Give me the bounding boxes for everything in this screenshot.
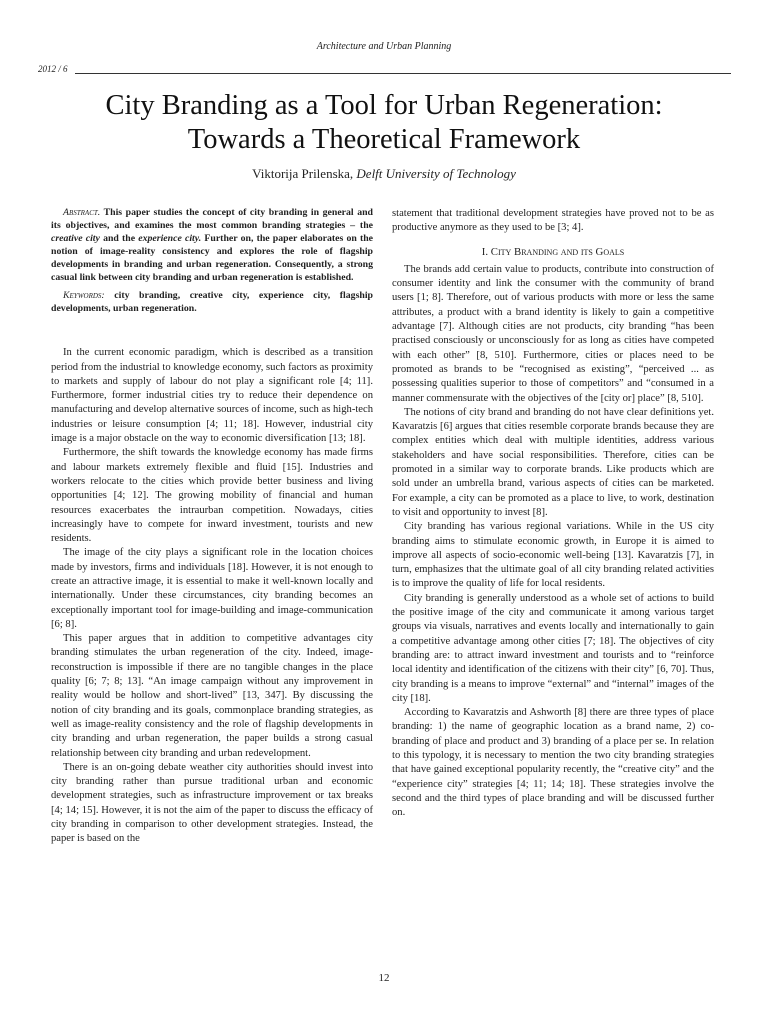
keywords-label: Keywords: [63, 290, 105, 302]
abstract-text-b: and the [103, 232, 136, 244]
abstract-text-c: Further on, the paper elaborates on the notion of image-reality consistency and explores the role of flagship developments in branding and urban regeneration. Consequently, a strong casual link between city branding and urban regeneration is established. [51, 232, 374, 283]
right-column [392, 207, 714, 820]
section-heading: I. City Branding and its Goals [481, 245, 625, 258]
abstract-text-a: This paper studies the concept of city branding in general and its objectives, and examines the most common branding strategies – the [51, 207, 373, 231]
author-name: Viktorija Prilenska, [252, 166, 354, 181]
body-paragraph: In the current economic paradigm, which is described as a transition period from the industrial to knowledge economy, such factors as proximity to markets and supply of labour do not play a significant role [4; 11]. Furthermore, former industrial cities try to reduce their dependence on manufacturing and develop alternative sources of income, such as high-tech industries or leisure consumption [4; 11; 18]. However, industrial city image is a major obstacle on the way to economic diversification [13; 18]. [51, 347, 373, 445]
issue-number: 2012 / 6 [38, 64, 68, 74]
keywords-text: city branding, creative city, experience city, flagship developments, urban regeneration. [51, 290, 373, 315]
header-rule [75, 73, 731, 74]
title-line-1: City Branding as a Tool for Urban Regeneration: [105, 90, 663, 121]
paper-title [40, 89, 728, 157]
body-paragraph: City branding is generally understood as a whole set of actions to build the positive image of the city and communicate it among various target groups via visuals, narratives and events locally and internationally to gain a competitive advantage among other cities [7; 18]. The objectives of city branding are: to attract inward investment and tourists and to “reinforce local identity and identification of the citizens with their city” [6, 70]. Thus, city branding is a means to improve “external” and “internal” images of the city [18]. [392, 592, 714, 704]
journal-name: Architecture and Urban Planning [316, 41, 452, 52]
body-paragraph: The notions of city brand and branding do not have clear definitions yet. Kavaratzis [6] argues that cities resemble corporate brands because they are complex entities which deal with multiple identities, address various stakeholders and have social responsibilities. Therefore, cities can be promoted in a similar way to corporate brands. Like products which are sold under an umbrella brand, various aspects of cities can be marketed. For example, a city can be promoted as a place to live, to work, destination to visit and opportunity to invest [8]. [392, 406, 714, 518]
abstract-em-creative-city: creative city [51, 232, 100, 244]
body-paragraph: There is an on-going debate weather city authorities should invest into city branding rather than pursue traditional urban and economic development strategies, such as infrastructure improvement or tax breaks [4; 14; 15]. However, it is not the aim of the paper to discuss the efficacy of city branding in comparison to other development strategies. Instead, the paper is based on the [51, 761, 373, 845]
abstract-label: Abstract. [63, 207, 101, 218]
keywords [51, 290, 373, 316]
author-line [0, 166, 768, 182]
body-paragraph: City branding has various regional variations. While in the US city branding aims to stimulate economic growth, in Europe it is aimed to improve all aspects of socio-economic well-being [13]. Kavaratzis [7], in turn, emphasizes that the ultimate goal of all city branding related activities is to improve the quality of life for local residents. [392, 521, 714, 590]
body-paragraph: According to Kavaratzis and Ashworth [8] there are three types of place branding: 1) the name of geographic location as a brand name, 2) co-branding of place and product and 3) branding of a place per se. In relation to this typology, it is necessary to mention the two city branding strategies that have gained exceptional popularity recently, the “creative city” and the “experience city” strategies [4; 11; 14; 18]. These strategies involve the second and the third types of place branding and will be discussed further on. [392, 707, 714, 819]
body-paragraph: Furthermore, the shift towards the knowledge economy has made firms and labour markets extremely flexible and fluid [15]. Industries and workers relocate to the cities which provide better business and living opportunities [4; 12]. The growing mobility of financial and human resources exacerbates the intraurban competition. Nowadays, cities increasingly have to compete for inward investment, tourists and new residents. [51, 447, 373, 545]
left-column [51, 207, 373, 847]
body-paragraph-continued: statement that traditional development strategies have proved not to be as productive anymore as they used to be [3; 4]. [392, 208, 714, 234]
body-paragraph: The image of the city plays a significant role in the location choices made by investors, firms and individuals [18]. However, it is not enough to create an attractive image, it is essential to make it well-known locally and internationally. Under these circumstances, city branding becomes an exceptionally important tool for image-building and image-communication [6; 8]. [51, 547, 373, 630]
body-paragraph: This paper argues that in addition to competitive advantages city branding stimulates the urban regeneration of the city. Indeed, image-reconstruction is impossible if there are no tangible changes in the place quality [6; 7; 8; 13]. “An image campaign without any improvement in reality would be hollow and short-lived” [13, 347]. By discussing the notion of city branding and its goals, commonplace branding strategies, as well as image-reality consistency and the role of flagship developments in city branding and urban regeneration, the paper builds a strong casual relationship between city branding and urban redevelopment. [51, 633, 373, 759]
abstract [51, 207, 373, 284]
body-paragraph: The brands add certain value to products, contribute into construction of consumer identity and link the consumer with the community of brand users [1; 8]. Therefore, out of various products with more or less the same attributes, a product with a brand identity is likely to gain a competitive advantage [7]. Although cities are not products, city branding “has been practised consciously or unconsciously for as long as cities have competed with each other” [8, 510]. Furthermore, cities or places need to be promoted as brands to be “recognised as existing”, “perceived ... as possessing qualities superior to those of competitors” and “consumed in a manner commensurate with the objectives of the [city or] place” [8, 510]. [392, 263, 714, 404]
title-line-2: Towards a Theoretical Framework [187, 124, 581, 155]
abstract-em-experience-city: experience city. [138, 232, 202, 244]
author-affiliation: Delft University of Technology [356, 166, 516, 181]
page-number: 12 [378, 972, 390, 984]
